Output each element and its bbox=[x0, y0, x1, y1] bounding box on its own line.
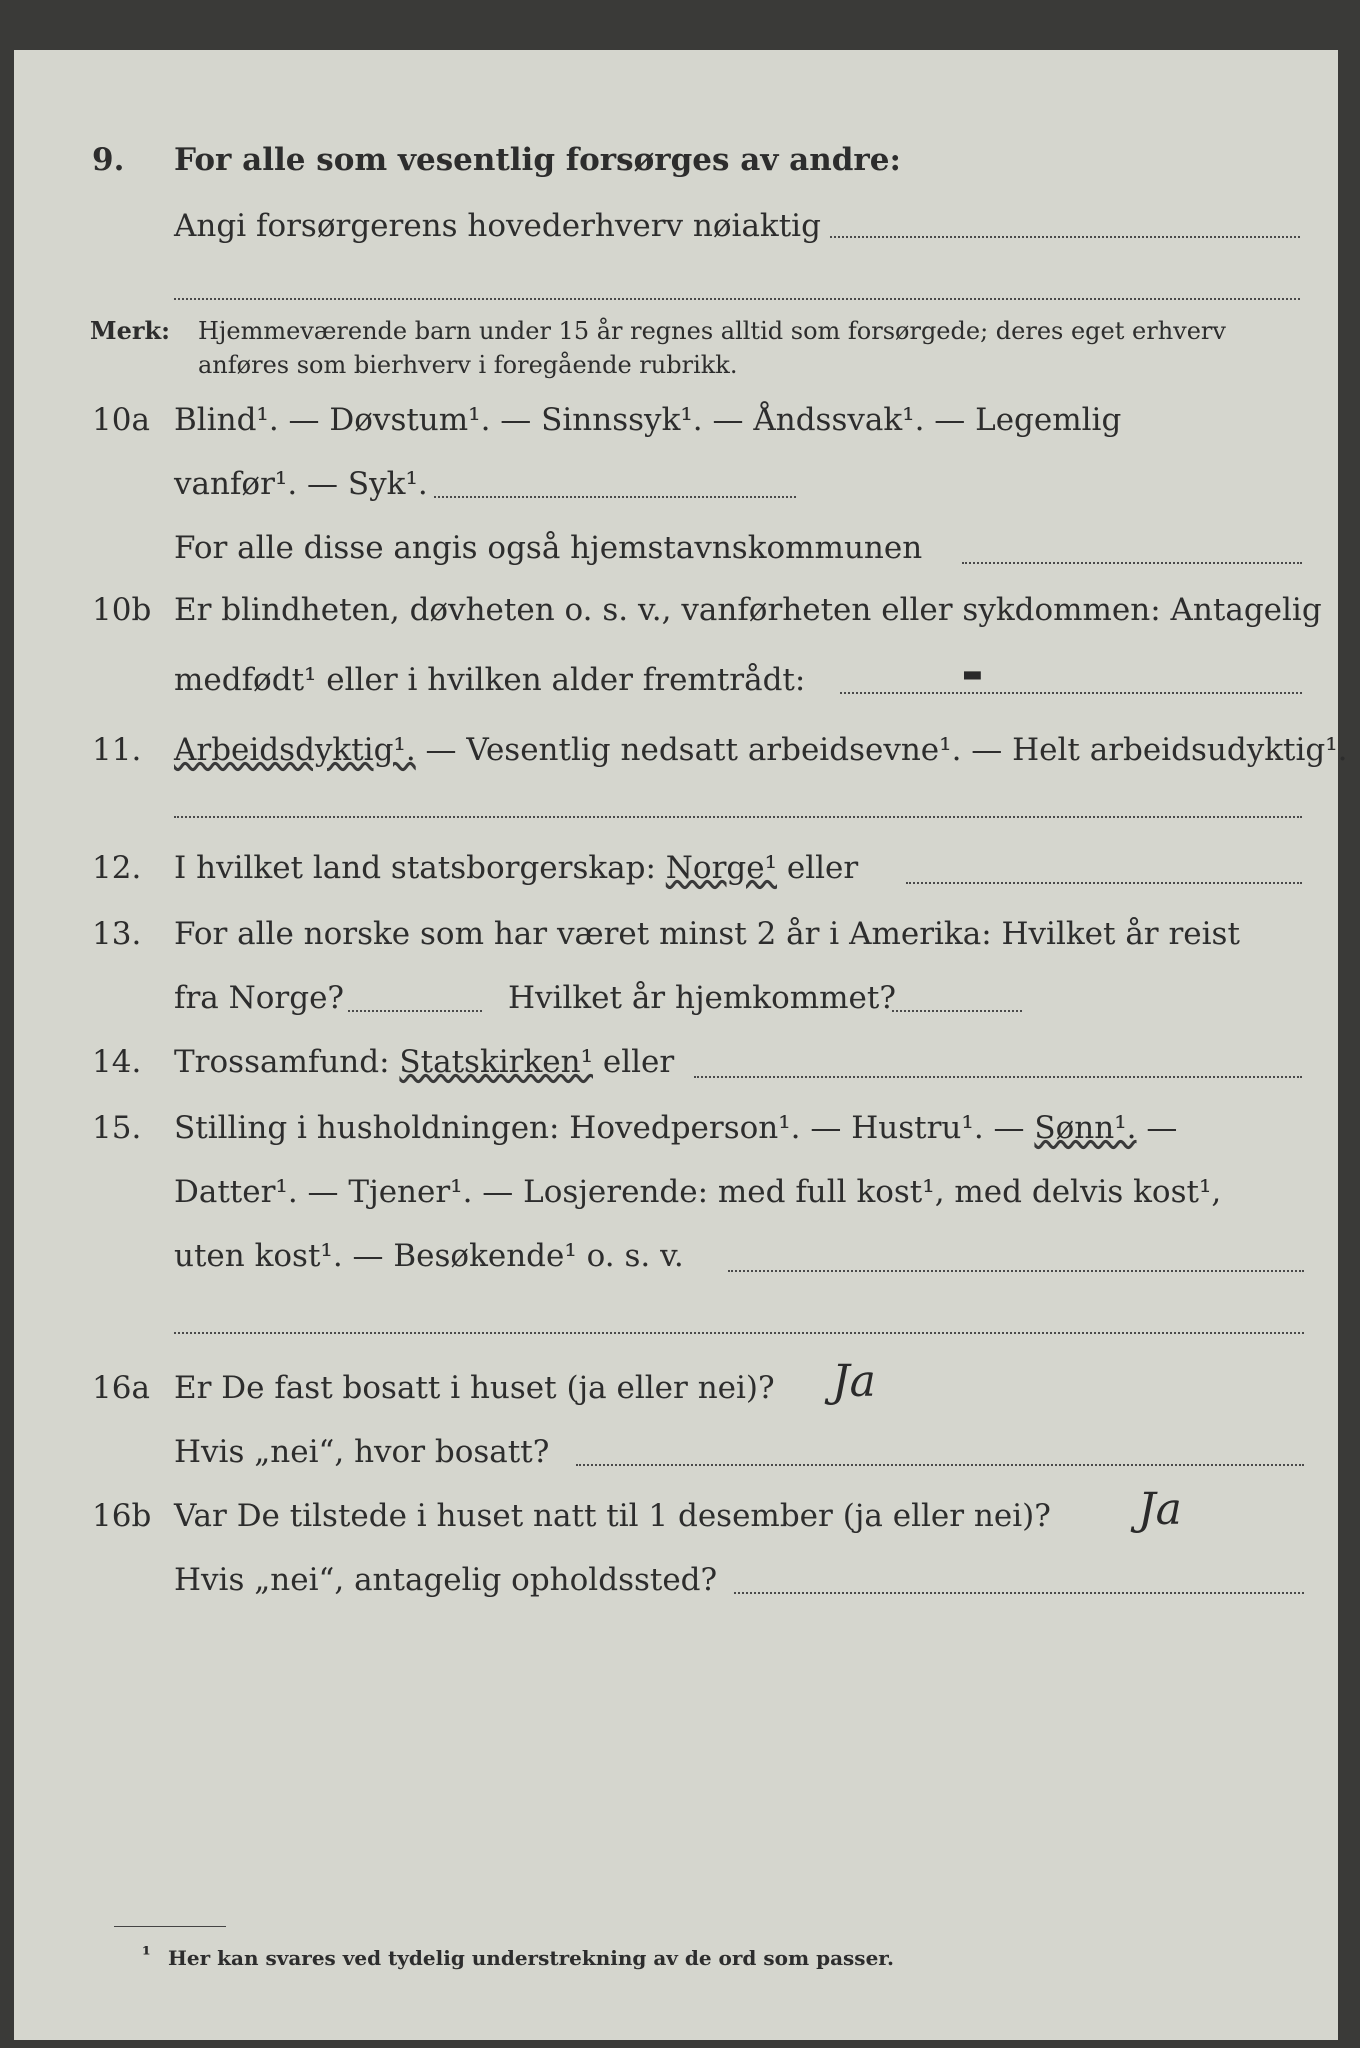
q13-returned-answer-line[interactable] bbox=[892, 1010, 1022, 1012]
q15-son-underlined: Sønn¹. bbox=[1034, 1110, 1137, 1146]
q10a-municipality-answer-line[interactable] bbox=[962, 562, 1302, 564]
q10b-number: 10b bbox=[92, 592, 152, 628]
q12-norway-underlined: Norge¹ bbox=[665, 850, 778, 886]
q16a-handwritten-answer: Ja bbox=[832, 1356, 876, 1407]
q16b-number: 16b bbox=[92, 1498, 152, 1534]
q16b-line-2: Hvis „nei“, antagelig opholdssted? bbox=[174, 1562, 718, 1598]
q15-line-2: Datter¹. — Tjener¹. — Losjerende: med full kost¹, med delvis kost¹, bbox=[174, 1174, 1222, 1210]
q14-state-church-underlined: Statskirken¹ bbox=[399, 1044, 593, 1080]
q16a-number: 16a bbox=[92, 1370, 150, 1406]
q15-line-3: uten kost¹. — Besøkende¹ o. s. v. bbox=[174, 1238, 684, 1274]
footnote-rule bbox=[114, 1926, 226, 1927]
q10a-line-1: Blind¹. — Døvstum¹. — Sinnssyk¹. — Åndssvak¹. — Legemlig bbox=[174, 402, 1122, 438]
q14-or: eller bbox=[593, 1044, 675, 1080]
q10b-line-2: medfødt¹ eller i hvilken alder fremtrådt: bbox=[174, 662, 806, 698]
q12-line bbox=[174, 850, 858, 886]
q9-answer-line[interactable] bbox=[830, 236, 1300, 238]
q12-number: 12. bbox=[92, 850, 142, 886]
footnote-text: Her kan svares ved tydelig understrekning av de ord som passer. bbox=[168, 1946, 894, 1970]
q11-able-to-work-underlined: Arbeidsdyktig¹. bbox=[174, 732, 416, 768]
q14-label: Trossamfund: bbox=[174, 1044, 400, 1080]
q12-label: I hvilket land statsborgerskap: bbox=[174, 850, 666, 886]
q10b-line-1: Er blindheten, døvheten o. s. v., vanførheten eller sykdommen: Antagelig bbox=[174, 592, 1322, 628]
q16b-answer-line[interactable] bbox=[734, 1592, 1304, 1594]
q16b-handwritten-answer: Ja bbox=[1138, 1484, 1182, 1535]
q10a-line-2: vanfør¹. — Syk¹. bbox=[174, 466, 428, 502]
q12-or: eller bbox=[777, 850, 859, 886]
q10a-line-3: For alle disse angis også hjemstavnskommunen bbox=[174, 530, 923, 566]
q16a-line-1: Er De fast bosatt i huset (ja eller nei)? bbox=[174, 1370, 775, 1406]
q11-options: — Vesentlig nedsatt arbeidsevne¹. — Helt arbeidsudyktig¹. bbox=[415, 732, 1348, 768]
q9-number: 9. bbox=[92, 142, 125, 178]
q11-line bbox=[174, 732, 1348, 768]
q9-provider-occupation-label: Angi forsørgerens hovederhverv nøiaktig bbox=[174, 208, 821, 244]
q14-line bbox=[174, 1044, 674, 1080]
q14-number: 14. bbox=[92, 1044, 142, 1080]
q11-answer-line[interactable] bbox=[174, 816, 1302, 818]
q13-emigrated-answer-line[interactable] bbox=[348, 1010, 482, 1012]
q16a-line-2: Hvis „nei“, hvor bosatt? bbox=[174, 1434, 550, 1470]
q9-title: For alle som vesentlig forsørges av andre: bbox=[174, 142, 901, 178]
q13-line-1: For alle norske som har været minst 2 år i Amerika: Hvilket år reist bbox=[174, 916, 1240, 952]
q11-number: 11. bbox=[92, 732, 142, 768]
merk-line-2: anføres som bierhverv i foregående rubrikk. bbox=[198, 351, 738, 379]
q16a-answer-line[interactable] bbox=[576, 1464, 1304, 1466]
q16b-line-1: Var De tilstede i huset natt til 1 desember (ja eller nei)? bbox=[174, 1498, 1051, 1534]
q12-answer-line[interactable] bbox=[906, 882, 1302, 884]
q13-returned-label: Hvilket år hjemkommet? bbox=[508, 980, 896, 1016]
q10b-answer-line[interactable] bbox=[840, 692, 1302, 694]
q15-household-options: Stilling i husholdningen: Hovedperson¹. — Hustru¹. — bbox=[174, 1110, 1035, 1146]
q14-answer-line[interactable] bbox=[694, 1076, 1302, 1078]
census-form-page bbox=[14, 50, 1348, 2040]
q10a-number: 10a bbox=[92, 402, 150, 438]
merk-line-1: Hjemmeværende barn under 15 år regnes alltid som forsørgede; deres eget erhverv bbox=[198, 317, 1226, 345]
q15-line-1 bbox=[174, 1110, 1177, 1146]
q15-number: 15. bbox=[92, 1110, 142, 1146]
q13-emigrated-label: fra Norge? bbox=[174, 980, 345, 1016]
merk-label: Merk: bbox=[90, 316, 170, 345]
handwritten-dash: ▬ bbox=[962, 662, 983, 687]
q10a-sick-answer-line[interactable] bbox=[434, 496, 796, 498]
footnote-mark: ¹ bbox=[142, 1942, 151, 1966]
q15-dash: — bbox=[1136, 1110, 1178, 1146]
q9-answer-line-2[interactable] bbox=[174, 298, 1300, 300]
q15-answer-line[interactable] bbox=[728, 1270, 1304, 1272]
q15-answer-line-2[interactable] bbox=[174, 1332, 1304, 1334]
q13-number: 13. bbox=[92, 916, 142, 952]
